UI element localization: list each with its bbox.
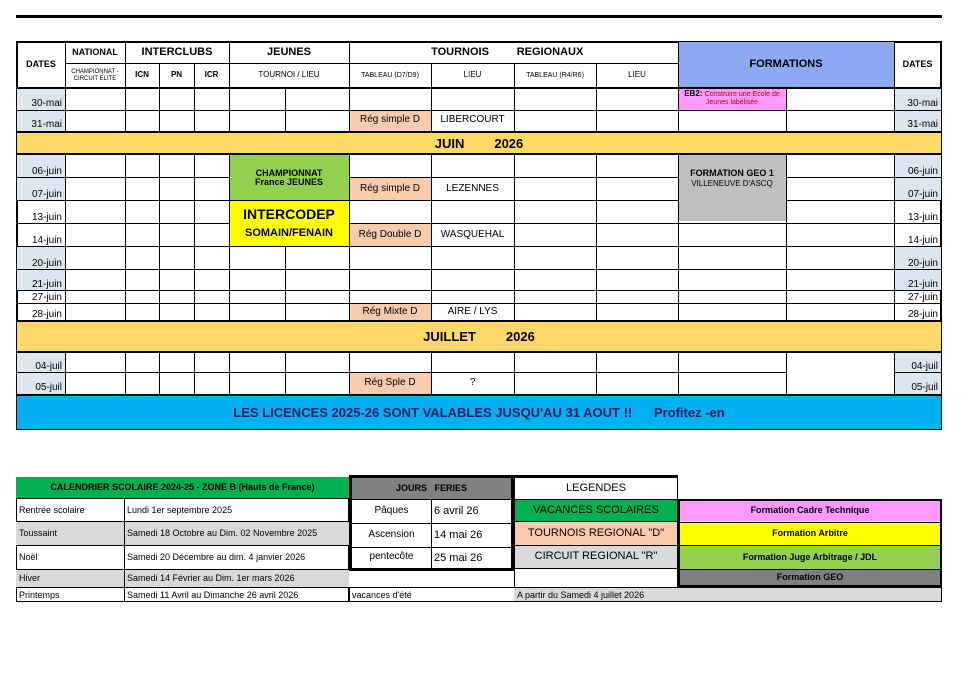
calendar-label-4: Printemps [19,589,60,600]
date-30-mai-right: 30-mai [907,98,938,109]
date-31-mai-right: 31-mai [907,119,938,130]
feries-value-0: 6 avril 26 [434,505,479,517]
july-tournoi-tableau: Rég Sple D [349,373,431,394]
intercodep-place: SOMAIN/FENAIN [245,227,333,239]
eb2-text: Construire une Ecole de Jeunes labélisée [704,91,780,107]
top-rule [16,15,942,18]
june-line-3 [16,223,229,224]
feries-value-1: 14 mai 26 [434,529,483,541]
may-tournoi-lieu: LIBERCOURT [440,114,505,126]
date-30-mai: 30-mai [31,98,62,109]
v-285c [285,353,286,394]
v-65 [65,42,66,131]
v-431b [431,155,432,321]
june-line-2 [16,200,678,201]
date-28-juin-right: 28-juin [907,309,938,320]
calendar-title: CALENDRIER SCOLAIRE 2024-25 - ZONE B (Hauts de France) [16,477,349,499]
legende-tournois-regional: TOURNOIS REGIONAL "D" [515,521,677,545]
v-786 [786,89,787,131]
licence-banner: LES LICENCES 2025-26 SONT VALABLES JUSQU'AU 31 AOUT !! Profitez -en [17,396,941,429]
v-514b [514,155,515,321]
v-894c [894,353,895,394]
header-pn: PN [170,70,183,80]
v-678b [678,155,679,321]
june-line-6 [16,290,942,291]
june-band [17,133,941,153]
v-159 [159,64,160,131]
may-tournoi-tableau: Rég simple D [349,110,431,131]
date-28-juin: 28-juin [31,309,62,320]
june-t1-tableau: Rég simple D [349,178,431,201]
formation-geo-place: VILLENEUVE D'ASCQ [691,179,773,188]
calendar-label-0: Rentrée scolaire [19,505,85,515]
calendar-value-3: Samedi 14 Février au Dim. 1er mars 2026 [124,569,349,587]
header-national: NATIONAL [72,46,118,57]
v-514c [514,353,515,394]
feries-label-1: Ascension [368,528,415,540]
header-jeunes: JEUNES [266,45,312,58]
cal-line-1 [16,521,349,522]
v-285 [285,89,286,131]
v-349c [349,353,350,394]
v-678c [678,353,679,394]
date-06-juin-right: 06-juin [907,166,938,177]
june-band-month: JUIN [434,135,465,151]
v-65c [65,353,66,394]
june-line-4 [16,246,942,247]
eb2-code: EB2: [684,89,703,98]
intercodep-cell [229,201,349,247]
v-65b [65,155,66,321]
header-dates-right: DATES [902,58,933,69]
v-596c [596,353,597,394]
v-229c [229,353,230,394]
july-tournoi-lieu: ? [469,377,476,389]
july-row-line [16,372,786,373]
vacances-ete-value: A partir du Samedi 4 juillet 2026 [514,587,942,602]
header-bottom-line [16,87,942,89]
date-13-juin-right: 13-juin [907,212,938,223]
header-tournoi-lieu: TOURNOI / LIEU [258,70,320,80]
eb2-cell [678,89,786,110]
v-125c [125,353,126,394]
header-icn: ICN [135,70,149,80]
feries-value-2: 25 mai 26 [434,551,483,564]
june-line-5 [16,269,942,270]
header-lieu-2: LIEU [628,70,646,80]
june-t1-lieu: LEZENNES [446,183,499,195]
date-06-juin: 06-juin [31,166,62,177]
date-14-juin: 14-juin [31,235,62,246]
header-formations: FORMATIONS [749,57,823,70]
v-786c [786,353,787,394]
july-band-month: JUILLET [423,329,476,344]
calendar-value-0: Lundi 1er septembre 2025 [127,505,233,515]
date-21-juin-right: 21-juin [907,279,938,290]
header-regionaux: REGIONAUX [516,45,584,58]
date-04-juil-right: 04-juil [911,361,938,372]
legende-vacances-scolaires: VACANCES SCOLAIRES [515,499,677,521]
date-27-juin-right: 27-juin [907,292,938,303]
july-band-year: 2026 [505,329,535,344]
header-national-sub: CHAMPIONNAT - CIRCUIT ELITE [71,69,119,82]
legende-formation-arbitre: Formation Arbitre [680,522,940,545]
v-194c [194,353,195,394]
feries-vline [431,499,432,568]
v-678 [678,42,679,131]
legende-formation-juge: Formation Juge Arbitrage / JDL [680,545,940,569]
date-31-mai: 31-mai [31,119,62,130]
formation-geo-title: FORMATION GEO 1 [690,168,774,178]
header-sub-line [65,63,678,64]
v-194b [194,155,195,321]
v-159b [159,155,160,321]
calendar-value-2: Samedi 20 Décembre au dim. 4 janvier 2026 [127,552,306,562]
feries-label-0: Pâques [374,504,409,516]
v-431c [431,353,432,394]
cal-line-3 [16,569,349,570]
header-tournois: TOURNOIS [431,45,489,58]
v-349b [349,155,350,321]
v-894b [894,155,895,321]
legendes-title: LEGENDES [566,481,626,494]
june-line-3b [349,223,942,224]
v-229b [229,155,230,321]
calendar-label-3: Hiver [16,569,124,587]
june-t3-tableau: Rég Mixte D [349,304,431,321]
formation-geo-cell [678,155,786,221]
july-band-bottom [16,351,942,353]
header-icr: ICR [204,70,219,80]
v-194 [194,64,195,131]
june-t2-lieu: WASQUEHAL [440,229,505,241]
v-285b [285,247,286,321]
june-band-bottom [16,153,942,155]
feries-title: JOURS FERIES [352,478,511,499]
date-07-juin-right: 07-juin [907,189,938,200]
june-line-1 [16,177,229,178]
intercodep-title: INTERCODEP [243,206,335,222]
v-125b [125,155,126,321]
header-tableau-d: TABLEAU (D7/D9) [361,71,419,79]
date-05-juil: 05-juil [35,382,62,393]
v-431 [431,64,432,131]
june-t2-tableau: Rég Double D [349,224,431,247]
june-t3-lieu: AIRE / LYS [447,306,498,318]
date-27-juin: 27-juin [31,292,62,303]
june-line-1c [786,177,942,178]
calendar-label-2: Noël [19,552,38,562]
calendar-value-4: Samedi 11 Avril au Dimanche 26 avril 2026 [127,589,299,600]
june-line-2b [786,200,942,201]
cal-line-4 [16,587,349,588]
v-786b [786,155,787,321]
date-07-juin: 07-juin [31,189,62,200]
july-row-line-b [894,372,942,373]
date-04-juil: 04-juil [35,361,62,372]
v-596 [596,64,597,131]
date-21-juin: 21-juin [31,279,62,290]
june-line-7 [16,303,942,304]
v-894 [894,42,895,131]
v-229 [229,42,230,131]
calendar-value-1: Samedi 18 Octobre au Dim. 02 Novembre 2025 [124,521,349,545]
v-125 [125,42,126,131]
v-349 [349,42,350,131]
legende-formation-geo: Formation GEO [680,569,940,585]
header-interclubs: INTERCLUBS [141,45,213,58]
championnat-france-jeunes: CHAMPIONNAT France JEUNES [229,155,349,201]
date-14-juin-right: 14-juin [907,235,938,246]
may-row-line [16,110,942,111]
calendar-label-1: Toussaint [16,521,124,545]
cal-line-2 [16,545,349,546]
date-13-juin: 13-juin [31,212,62,223]
header-lieu-1: LIEU [463,70,482,80]
cal-vline [124,499,125,602]
date-05-juil-right: 05-juil [911,382,938,393]
v-159c [159,353,160,394]
date-20-juin: 20-juin [31,258,62,269]
date-20-juin-right: 20-juin [907,258,938,269]
june-band-year: 2026 [494,135,524,151]
july-band [17,322,941,351]
vacances-ete-label: vacances d'été [352,589,412,600]
vacances-ete-box [349,587,942,602]
header-tableau-r: TABLEAU (R4/R6) [526,71,584,79]
legende-formation-cadre: Formation Cadre Technique [680,501,940,521]
legende-circuit-regional: CIRCUIT REGIONAL "R" [515,545,677,569]
v-514 [514,64,515,131]
header-dates: DATES [26,58,56,69]
feries-label-2: pentecôte [369,551,414,563]
v-596b [596,155,597,321]
